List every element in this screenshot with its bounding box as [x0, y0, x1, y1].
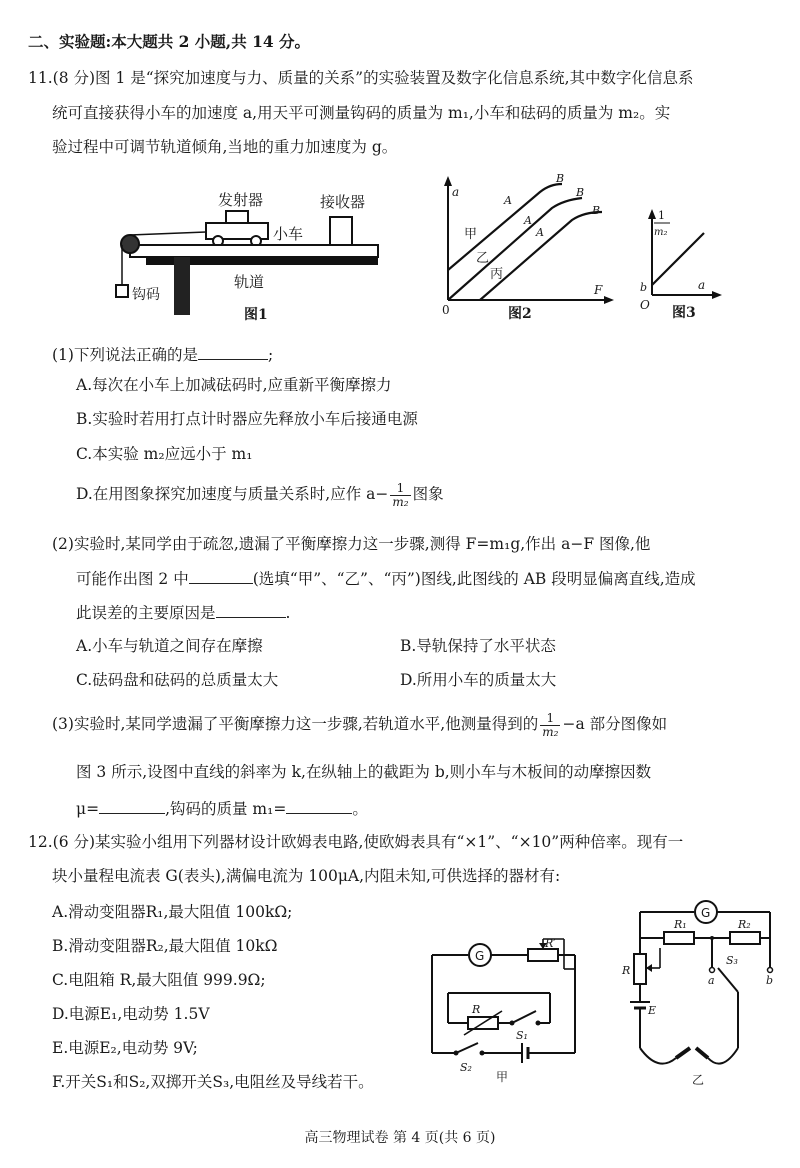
probe-right: [696, 1048, 708, 1058]
resistor-r1: [664, 932, 694, 944]
q11-part3-line-3: [76, 798, 368, 819]
q11-part2-line-2-a: 可能作出图 2 中: [76, 570, 189, 588]
galvanometer-label: G: [701, 906, 711, 920]
s2-label: S₂: [460, 1061, 472, 1074]
s1-label: S₁: [516, 1029, 528, 1042]
r-label: R: [472, 1003, 481, 1016]
track-label: 轨道: [234, 273, 265, 291]
track-support: [174, 257, 190, 315]
option-d-suffix: 图象: [412, 485, 444, 503]
test-lead-left: [640, 1048, 676, 1064]
r-label: R: [622, 964, 631, 977]
x-axis-arrow: [604, 296, 614, 304]
answer-blank[interactable]: [286, 798, 352, 814]
q11-part3-mu: μ=: [76, 800, 100, 818]
switch-s3: [718, 968, 738, 992]
hook-label: 钩码: [132, 287, 160, 303]
q11-part3-line-1-b: −a 部分图像如: [562, 715, 668, 733]
q11-part2-option-d: D.所用小车的质量太大: [400, 671, 557, 689]
emitter-label: 发射器: [218, 191, 264, 209]
q11-part2-line-3-a: 此误差的主要原因是: [76, 604, 216, 622]
q12-item-e: E.电源E₂,电动势 9V;: [52, 1039, 198, 1057]
y-axis-label: a: [452, 185, 460, 199]
q11-part2-option-c: C.砝码盘和砝码的总质量太大: [76, 671, 279, 689]
fraction-one-over-m2: [390, 482, 410, 509]
string: [130, 232, 206, 235]
q11-part1-stem-text: (1)下列说法正确的是: [52, 346, 198, 364]
q11-part2-line-1: (2)实验时,某同学由于疏忽,遗漏了平衡摩擦力这一步骤,测得 F=m₁g,作出 a−F 图像,他: [52, 535, 651, 553]
figure-2-graph: [432, 170, 622, 325]
cart-label: 小车: [273, 225, 304, 243]
fraction-denominator: m₂: [542, 724, 559, 739]
point-a-jia: A: [504, 194, 512, 207]
q11-part3-end: 。: [352, 800, 368, 818]
fraction-numerator: 1: [546, 710, 555, 725]
terminal-b: [768, 968, 773, 973]
section-title: 二、实验题:本大题共 2 小题,共 14 分。: [28, 32, 311, 51]
circuit-jia: [420, 935, 590, 1085]
point-b-jia: B: [556, 172, 565, 185]
q11-intro-line-2: 统可直接获得小车的加速度 a,用天平可测量钩码的质量为 m₁,小车和砝码的质量为 m₂。实: [52, 104, 671, 122]
test-lead-right: [708, 1048, 738, 1064]
switch-s2: [456, 1043, 478, 1053]
s3-label: S₃: [726, 954, 738, 967]
resistance-box-r: [634, 954, 646, 984]
probe-left: [676, 1048, 690, 1058]
q12-intro-line-2: 块小量程电流表 G(表头),满偏电流为 100μA,内阻未知,可供选择的器材有:: [52, 867, 561, 885]
point-a-yi: A: [524, 214, 532, 227]
q12-item-a: A.滑动变阻器R₁,最大阻值 100kΩ;: [52, 903, 293, 921]
label-bing: 丙: [490, 267, 504, 282]
q12-intro-line-1: 12.(6 分)某实验小组用下列器材设计欧姆表电路,使欧姆表具有“×1”、“×10”两种倍率。现有一: [28, 833, 684, 851]
x-axis-arrow: [712, 291, 722, 299]
r2-label: R₂: [738, 918, 751, 931]
point-a-bing: A: [536, 226, 544, 239]
q11-part1-option-b: B.实验时若用打点计时器应先释放小车后接通电源: [76, 410, 418, 428]
q11-part1-option-a: A.每次在小车上加减砝码时,应重新平衡摩擦力: [76, 376, 392, 394]
option-d-text: D.在用图象探究加速度与质量关系时,应作 a−: [76, 485, 389, 503]
resistor-r2: [730, 932, 760, 944]
q11-part2-option-b: B.导轨保持了水平状态: [400, 637, 556, 655]
point-b-bing: B: [592, 204, 601, 217]
x-axis-label: a: [698, 278, 706, 292]
circuit-yi: [618, 898, 783, 1088]
answer-blank[interactable]: [99, 798, 165, 814]
q11-part3-line-1: [52, 708, 667, 740]
r-prime-label: R′: [545, 937, 556, 950]
q11-intro-line-1: 11.(8 分)图 1 是“探究加速度与力、质量的关系”的实验装置及数字化信息系统,其中数字化信息系: [28, 69, 694, 87]
y-label-denominator: m₂: [654, 227, 668, 238]
q12-item-d: D.电源E₁,电动势 1.5V: [52, 1005, 210, 1023]
q11-part1-option-c: C.本实验 m₂应远小于 m₁: [76, 445, 253, 463]
q11-part1-option-d: [76, 478, 444, 510]
b-label: b: [766, 974, 774, 987]
a-label: a: [708, 974, 715, 987]
fraction-denominator: m₂: [392, 494, 409, 509]
label-jia: 甲: [464, 227, 478, 242]
intercept-label: b: [640, 281, 648, 294]
q11-part2-line-3-b: .: [285, 604, 291, 622]
q11-part2-option-a: A.小车与轨道之间存在摩擦: [76, 637, 263, 655]
e-label: E: [648, 1004, 657, 1017]
q11-part3-m1: ,钩码的质量 m₁=: [165, 800, 287, 818]
q12-item-b: B.滑动变阻器R₂,最大阻值 10kΩ: [52, 937, 278, 955]
q11-part2-line-2-b: (选填“甲”、“乙”、“丙”)图线,此图线的 AB 段明显偏离直线,造成: [252, 570, 696, 588]
q12-item-c: C.电阻箱 R,最大阻值 999.9Ω;: [52, 971, 266, 989]
page-footer: 高三物理试卷 第 4 页(共 6 页): [304, 1130, 496, 1146]
receiver-block: [330, 217, 352, 247]
answer-blank[interactable]: [189, 568, 253, 584]
fit-line: [652, 233, 704, 285]
circuit-yi-caption: 乙: [692, 1073, 705, 1087]
track: [130, 245, 378, 257]
fraction-numerator: 1: [396, 480, 405, 495]
y-label-numerator: 1: [658, 209, 665, 222]
figure-1-apparatus: [108, 185, 398, 325]
q11-intro-line-3: 验过程中可调节轨道倾角,当地的重力加速度为 g。: [52, 138, 398, 156]
q12-item-f: F.开关S₁和S₂,双掷开关S₃,电阻丝及导线若干。: [52, 1073, 374, 1091]
q11-part3-line-1-a: (3)实验时,某同学遗漏了平衡摩擦力这一步骤,若轨道水平,他测量得到的: [52, 715, 539, 733]
hook-weight: [116, 285, 128, 297]
rheostat-r-prime: [528, 949, 558, 961]
q11-part1-stem-end: ;: [267, 346, 274, 364]
origin-label: O: [640, 298, 650, 312]
switch-s1: [512, 1011, 536, 1023]
q11-part1-stem: [52, 344, 273, 365]
q11-part2-line-3: [76, 602, 290, 623]
figure-1-caption: 图1: [244, 307, 268, 323]
pulley: [121, 235, 139, 253]
answer-blank[interactable]: [198, 344, 268, 360]
y-axis-arrow: [444, 176, 452, 186]
figure-3-caption: 图3: [672, 305, 696, 321]
point-b-yi: B: [576, 186, 585, 199]
label-yi: 乙: [476, 251, 490, 266]
figure-2-caption: 图2: [508, 306, 532, 322]
terminal-a: [710, 968, 715, 973]
origin-label: 0: [442, 303, 450, 317]
galvanometer-label: G: [475, 949, 485, 963]
receiver-label: 接收器: [320, 193, 366, 211]
q11-part2-line-2: [76, 568, 696, 589]
answer-blank[interactable]: [216, 602, 286, 618]
fraction-one-over-m2: [540, 712, 560, 739]
q11-part3-line-2: 图 3 所示,设图中直线的斜率为 k,在纵轴上的截距为 b,则小车与木板间的动摩擦因数: [76, 763, 652, 781]
figure-3-graph: [632, 205, 732, 325]
circuit-jia-caption: 甲: [496, 1070, 509, 1084]
y-axis-arrow: [648, 209, 656, 219]
x-axis-label: F: [594, 283, 603, 297]
r1-label: R₁: [674, 918, 687, 931]
